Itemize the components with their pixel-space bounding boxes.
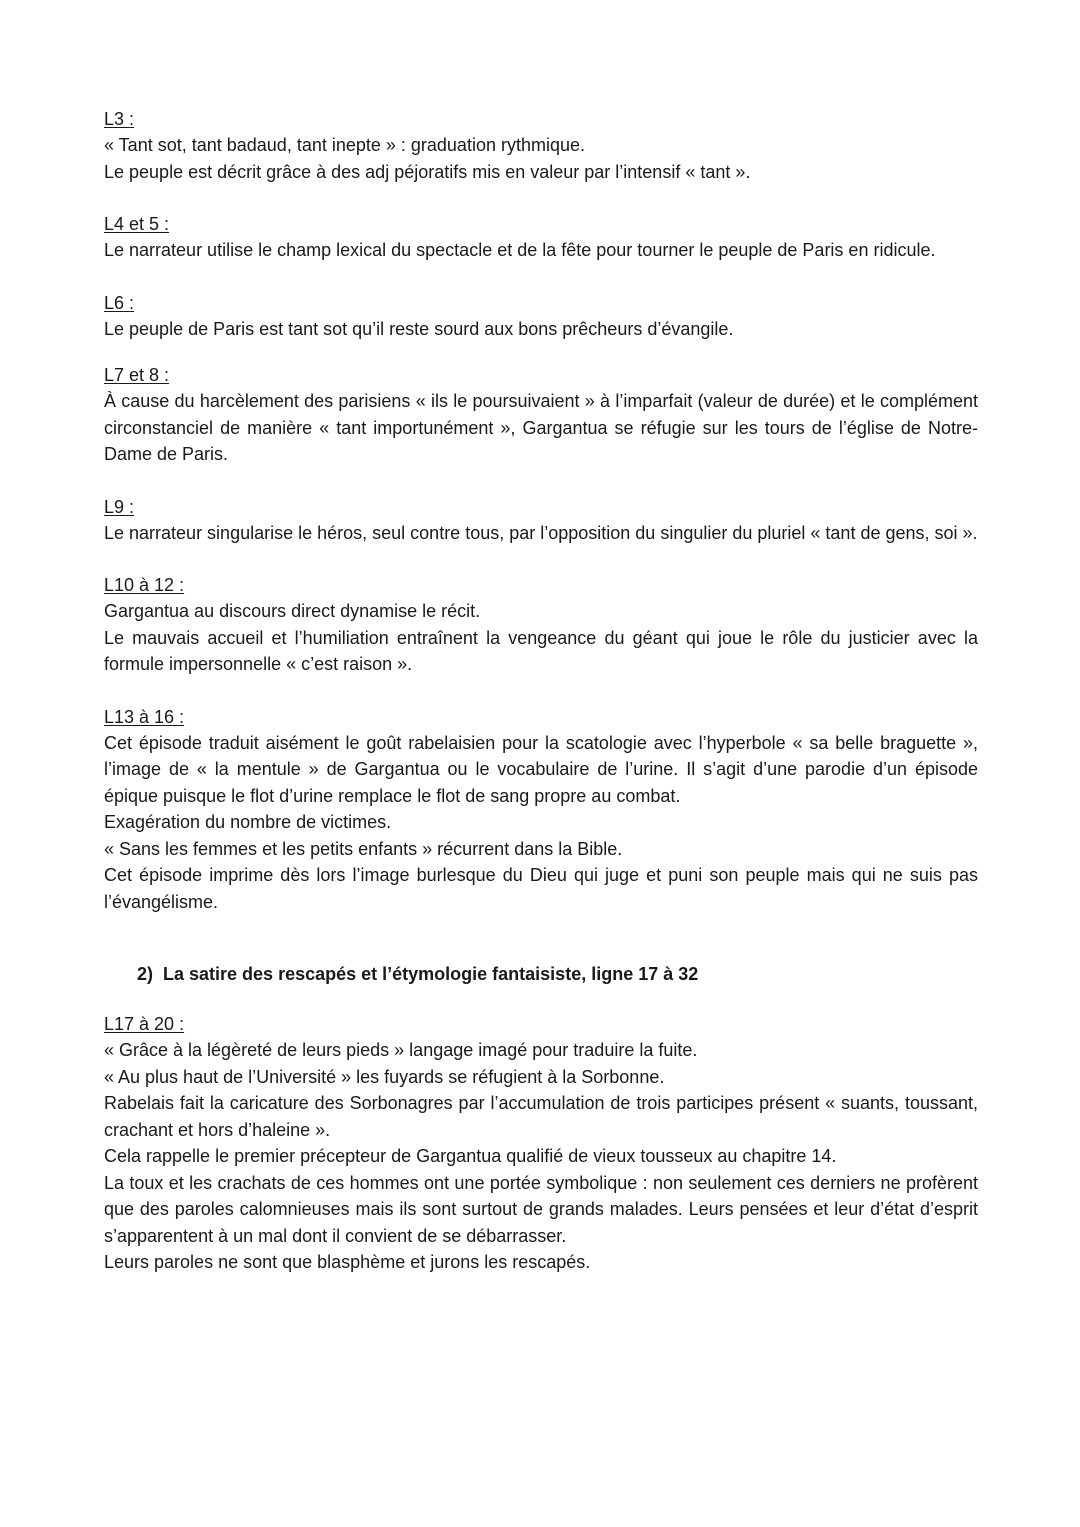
section-heading [137,961,978,987]
paragraph: Gargantua au discours direct dynamise le récit. [104,601,481,621]
section-label: L4 et 5 : [104,214,170,234]
section-label: L13 à 16 : [104,706,185,727]
section-l6 [104,290,978,343]
section-l4-5 [104,211,978,264]
paragraph: « Sans les femmes et les petits enfants » récurrent dans la Bible. [104,838,623,859]
section-label: L6 : [104,292,135,313]
paragraph: Cet épisode traduit aisément le goût rabelaisien pour la scatologie avec l’hyperbole « sa belle braguette », l’image de « la mentule » de Gargantua ou le vocabulaire de l’urine. Il s’agit d’une parodie d’un épisode épique puisque le flot d’urine remplace le flot de sang propre au combat. [104,732,978,806]
section-label: L9 : [104,496,135,517]
paragraph: Le peuple de Paris est tant sot qu’il reste sourd aux bons prêcheurs d’évangile. [104,318,734,339]
paragraph: Rabelais fait la caricature des Sorbonagres par l’accumulation de trois participes présent « suants, toussant, crachant et hors d’haleine ». [104,1093,978,1140]
paragraph: Le narrateur singularise le héros, seul contre tous, par l’opposition du singulier du pluriel « tant de gens, soi ». [104,522,978,543]
paragraph: La toux et les crachats de ces hommes ont une portée symbolique : non seulement ces derniers ne profèrent que des paroles calomnieuses mais ils sont surtout de grands malades. Leurs pensées et leur d’état d’esprit s’apparentent à un mal dont il convient de se débarrasser. [104,1172,978,1246]
section-l10-12 [104,572,978,678]
heading-number: 2) [137,964,154,984]
heading-title: La satire des rescapés et l’étymologie fantaisiste, ligne 17 à 32 [163,964,699,984]
section-l9 [104,494,978,547]
paragraph: Le narrateur utilise le champ lexical du spectacle et de la fête pour tourner le peuple de Paris en ridicule. [104,240,936,260]
section-label: L7 et 8 : [104,365,170,385]
paragraph: « Tant sot, tant badaud, tant inepte » : graduation rythmique. [104,135,585,155]
section-l7-8 [104,362,978,468]
paragraph: À cause du harcèlement des parisiens « ils le poursuivaient » à l’imparfait (valeur de durée) et le complément circonstanciel de manière « tant importunément », Gargantua se réfugie sur les tours de l’église de Notre-Dame de Paris. [104,391,978,464]
section-label: L17 à 20 : [104,1014,185,1034]
section-l17-20 [104,1011,978,1276]
document-page [104,106,978,1302]
paragraph: Exagération du nombre de victimes. [104,812,392,832]
paragraph: « Grâce à la légèreté de leurs pieds » langage imagé pour traduire la fuite. [104,1040,698,1060]
paragraph: Le mauvais accueil et l’humiliation entraînent la vengeance du géant qui joue le rôle du justicier avec la formule impersonnelle « c’est raison ». [104,627,978,674]
paragraph: Le peuple est décrit grâce à des adj péjoratifs mis en valeur par l’intensif « tant ». [104,161,751,182]
section-l3 [104,106,978,185]
paragraph: Cela rappelle le premier précepteur de Gargantua qualifié de vieux tousseux au chapitre 14. [104,1146,837,1166]
section-label: L3 : [104,109,135,129]
section-label: L10 à 12 : [104,575,185,595]
paragraph: Leurs paroles ne sont que blasphème et jurons les rescapés. [104,1252,591,1272]
paragraph: Cet épisode imprime dès lors l’image burlesque du Dieu qui juge et puni son peuple mais qui ne suis pas l’évangélisme. [104,865,978,912]
paragraph: « Au plus haut de l’Université » les fuyards se réfugient à la Sorbonne. [104,1066,665,1087]
section-l13-16 [104,704,978,916]
